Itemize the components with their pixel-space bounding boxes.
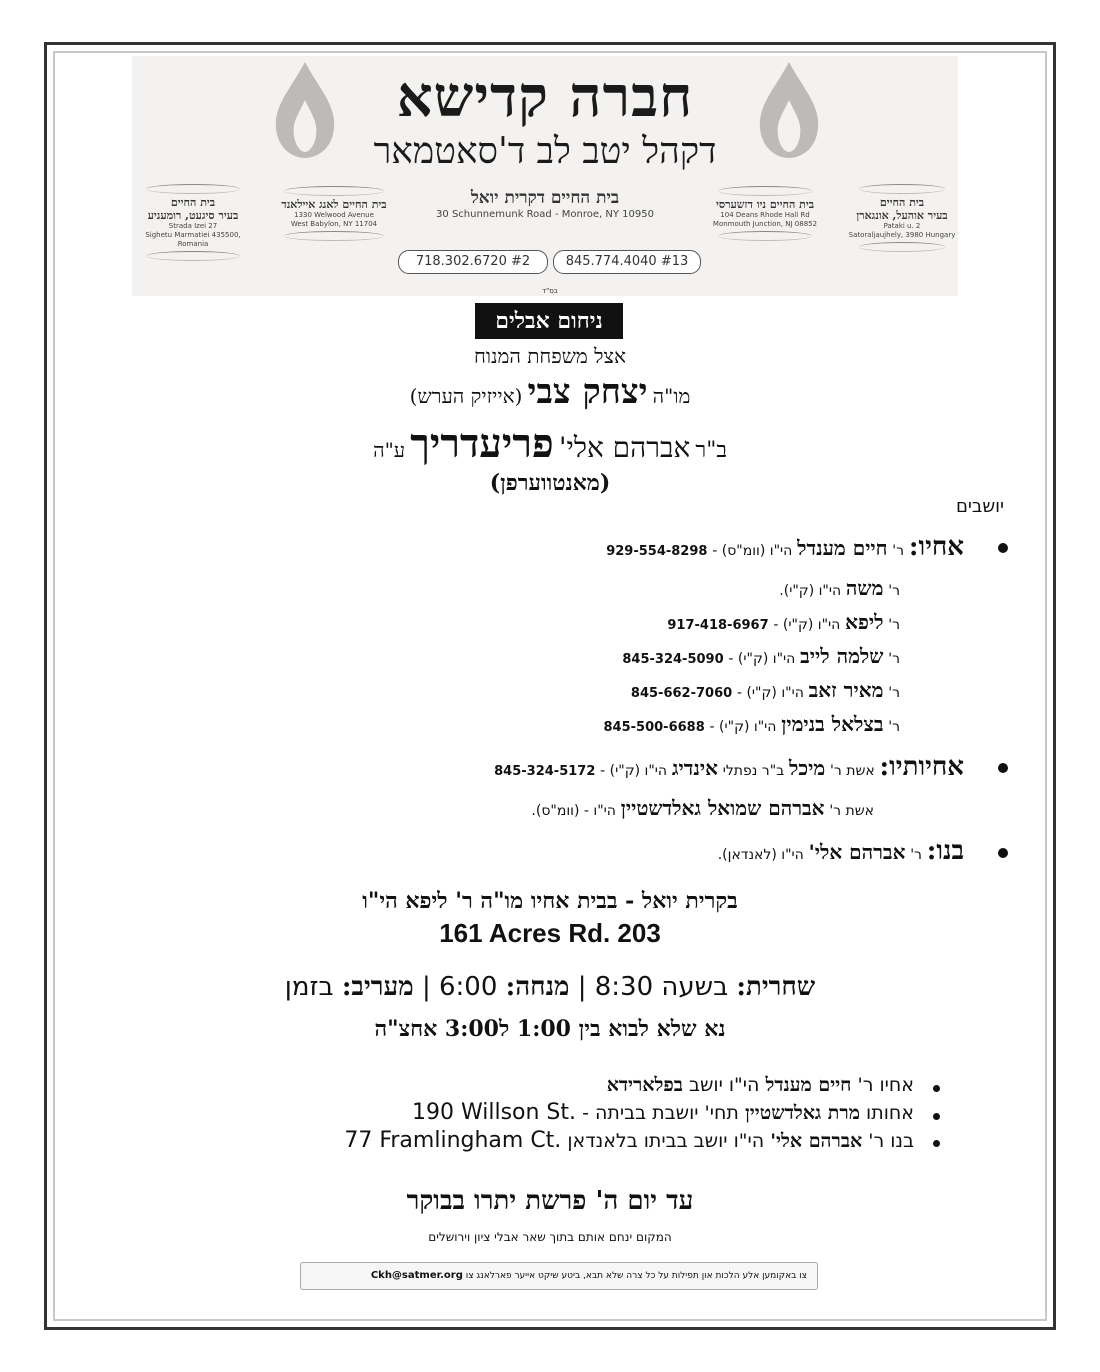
sitting-heading: יושבים <box>955 496 1004 517</box>
location-line: בקרית יואל - בבית אחיו מו"ה ר' ליפא הי"ו <box>362 888 738 914</box>
footer-box <box>300 1262 818 1290</box>
until-line: עד יום ה' פרשת יתרו בבוקר <box>406 1186 694 1216</box>
phone-pill-1[interactable]: 718.302.6720 #2 <box>398 250 548 274</box>
sitting-row: אחיותיו: אשת ר' מיכל ב"ר נפתלי אינדיג הי"ו (ק"י) - 845-324-5172 <box>494 752 964 782</box>
other-location-row: אחיו ר' חיים מענדל הי"ו יושב בפלארידא <box>606 1074 914 1096</box>
bullet <box>933 1085 940 1092</box>
cemetery-kiryas-joel: בית החיים דקרית יואל 30 Schunnemunk Road - Monroe, NY 10950 <box>436 188 654 220</box>
father-line: ב"ר אברהם אלי' פריעדריך ע"ה <box>373 420 727 467</box>
notice-label: ניחום אבלים <box>475 303 623 339</box>
sitting-row: ר' ליפא הי"ו (ק"י) - 917-418-6967 <box>667 610 900 634</box>
cemetery-sighet: בית החיים בעיר סיגעט, רומעניע Strada Izei 27 Sighetu Marmatiei 435500, Romania <box>134 182 252 263</box>
footer-text: צו באקומען אלע הלכות און תפילות על כל צרה שלא תבא, ביטע שיקט אייער פארלאנג צו Ckh@satmer.org <box>370 1270 807 1281</box>
surname: פריעדריך <box>410 420 554 467</box>
sitting-row: ר' בצלאל בנימין הי"ו (ק"י) - 845-500-6688 <box>603 712 900 736</box>
bullet <box>933 1140 940 1147</box>
family-line: אצל משפחת המנוח <box>474 344 626 368</box>
phone-pill-2[interactable]: 845.774.4040 #13 <box>553 250 701 274</box>
sitting-row: ר' שלמה לייב הי"ו (ק"י) - 845-324-5090 <box>622 644 900 668</box>
sitting-row: בנו: ר' אברהם אלי' הי"ו (לאנדאן). <box>717 836 964 866</box>
hamakom-line: המקום ינחם אותם בתוך שאר אבלי ציון וירושלים <box>428 1230 672 1244</box>
nickname: (אייזיק הערש) <box>409 384 523 408</box>
bullet <box>998 763 1008 773</box>
sitting-row: ר' משה הי"ו (ק"י). <box>779 576 900 600</box>
town-line: (מאנטווערפן) <box>489 470 611 496</box>
cemetery-long-island: בית החיים לאנג איילאנד 1330 Welwood Avenue West Babylon, NY 11704 <box>272 184 396 243</box>
first-name: יצחק צבי <box>527 372 648 412</box>
footer-email-link[interactable]: Ckh@satmer.org <box>370 1270 463 1281</box>
sitting-row: ר' מאיר זאב הי"ו (ק"י) - 845-662-7060 <box>630 678 900 702</box>
bullet <box>998 543 1008 553</box>
bullet <box>998 848 1008 858</box>
cemetery-new-jersey: בית החיים ניו דזשערסי 104 Deans Rhode Hall Rd Monmouth Junction, NJ 08852 <box>706 184 824 243</box>
deceased-name-line: מו"ה יצחק צבי (אייזיק הערש) <box>409 372 691 412</box>
location-address: 161 Acres Rd. 203 <box>439 918 661 948</box>
other-location-row: בנו ר' אברהם אלי' הי"ו יושב בביתו בלאנדאן 77 Framlingham Ct. <box>344 1128 914 1153</box>
org-subtitle: דקהל יטב לב ד'סאטמאר <box>373 131 717 172</box>
other-location-row: אחותו מרת גאלדשטיין תחי' יושבת בביתה - 190 Willson St. <box>411 1100 914 1125</box>
org-title: חברה קדישא <box>396 64 694 130</box>
bullet <box>933 1113 940 1120</box>
no-visit-hours: נא שלא לבוא בין 1:00 ל3:00 אחצ"ה <box>374 1016 726 1042</box>
sitting-row: אשת ר' אברהם שמואל גאלדשטיין הי"ו - (וומ"ס). <box>531 796 874 820</box>
sitting-row: אחיו: ר' חיים מענדל הי"ו (וומ"ס) - 929-554-8298 <box>606 532 964 562</box>
cemetery-ohel-hungary: בית החיים בעיר אוהעל, אונגארן Pataki u. 2 Satoraljaujhely, 3980 Hungary <box>848 182 956 254</box>
prayer-times: שחרית: בשעה 8:30 | מנחה: 6:00 | מעריב: בזמן <box>284 972 816 1002</box>
bsd-mark: בס"ד <box>542 287 558 295</box>
